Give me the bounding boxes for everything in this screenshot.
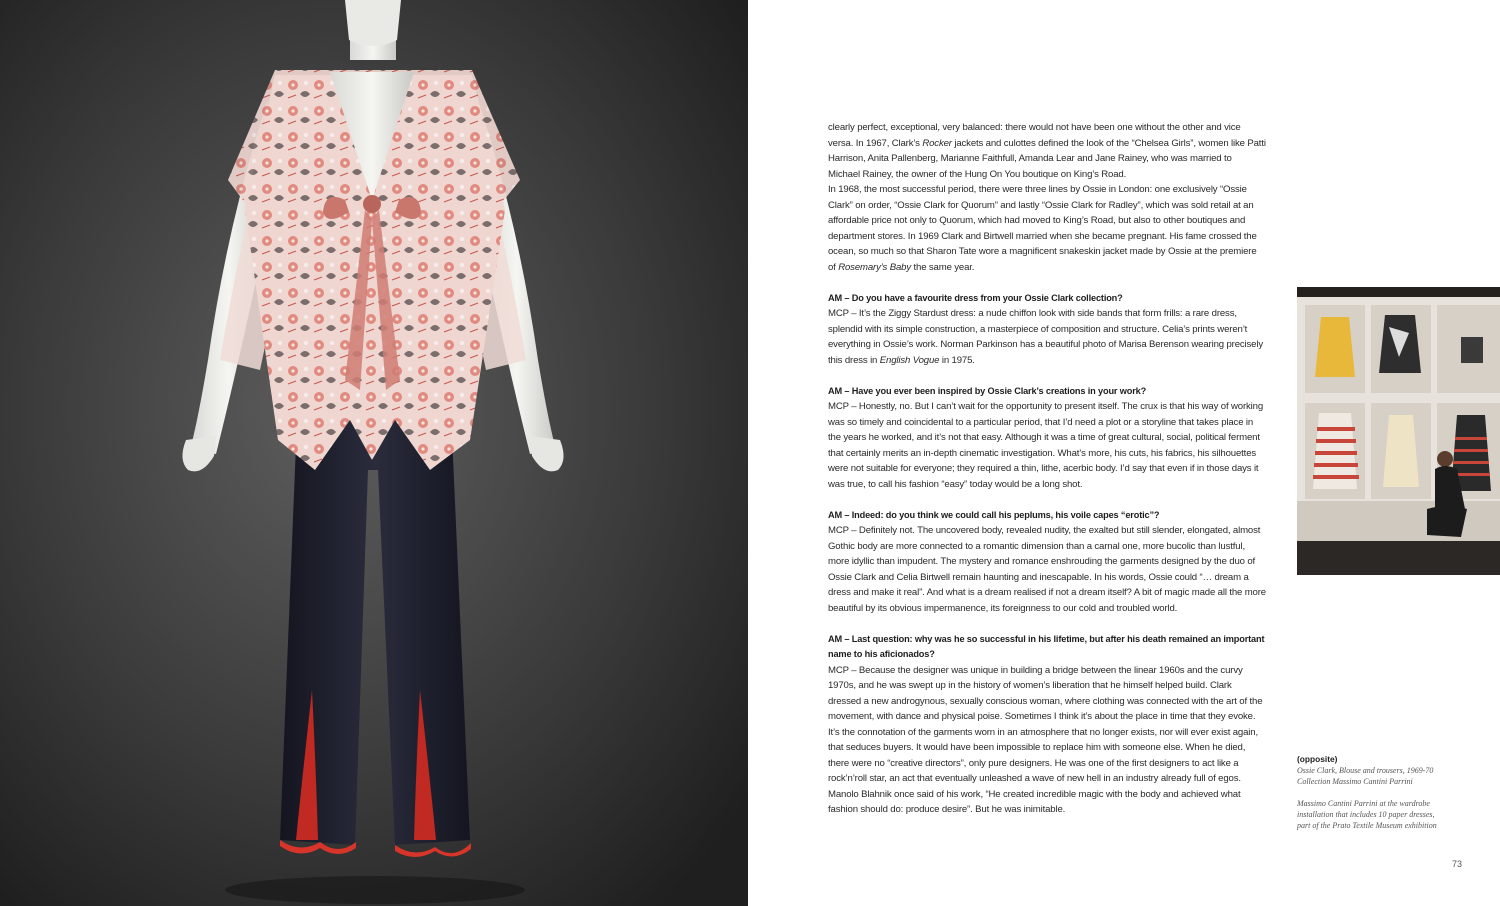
interview-answer-4	[828, 663, 1266, 818]
mannequin-photo	[0, 0, 748, 906]
caption-line-1: Ossie Clark, Blouse and trousers, 1969-70	[1297, 766, 1434, 775]
page-number: 73	[1452, 859, 1463, 869]
interview-question-1: AM – Do you have a favourite dress from your Ossie Clark collection?	[828, 292, 1123, 303]
text-run: jackets and culottes defined the look of the “Chelsea Girls”, women like Patti Harrison, Anita Pallenberg, Marianne Faithfull, Amanda Lear and Jane Rainey, who was married to Michael Rainey, the owner of the Hung On You boutique on King’s Road.	[828, 137, 1266, 180]
text-run: MCP – Definitely not. The uncovered body, revealed nudity, the exalted but still slender, elongated, almost Gothic body are more connected to a romantic dimension than a carnal one, more bucolic than lustful, more idyllic than impudent. The mystery and romance enshrouding the garments designed by the duo of Ossie Clark and Celia Birtwell remain haunting and inescapable. In his words, Ossie could “… dream a dress and make it real”. And what is a dream realised if not a dream itself? A bit of magic made all the more beautiful by its obvious impermanence, its foreignness to our cold and troubled world.	[828, 525, 1266, 614]
interview-question-4: AM – Last question: why was he so successful in his lifetime, but after his death remained an important name to his aficionados?	[828, 633, 1265, 659]
article-paragraph-2	[828, 182, 1266, 275]
article-paragraph-1	[828, 120, 1266, 182]
interview-answer-2	[828, 399, 1266, 492]
text-run: clearly perfect, exceptional, very balanced: there would not have been one without the other and vice versa. In 1967, Clark’s	[828, 122, 1241, 149]
text-run: in 1975.	[939, 354, 975, 366]
caption-line-4: installation that includes 10 paper dresses,	[1297, 810, 1435, 819]
exhibition-photo	[1297, 287, 1500, 575]
interview-answer-3	[828, 523, 1266, 616]
text-run: the same year.	[910, 261, 975, 273]
text-run: MCP – It’s the Ziggy Stardust dress: a nude chiffon look with side bands that form frills: a rare dress, splendid with its simple construction, a masterpiece of composition and structure. Celia’s prints weren’t everything in Ossie’s work. Norman Parkinson has a beautiful photo of Marisa Berenson wearing precisely this dress in	[828, 308, 1263, 366]
italic-text: Rocker	[922, 137, 952, 149]
caption-line-3: Massimo Cantini Parrini at the wardrobe	[1297, 799, 1430, 808]
italic-text: English Vogue	[879, 354, 940, 366]
text-run: MCP – Honestly, no. But I can’t wait for the opportunity to present itself. The crux is that his way of working was so timely and coincidental to a particular period, that I’d need a plot or a storyline that takes place in the years he worked, and it’s not that easy. Although it was a time of great cultural, social, political ferment that certainly merits an in-depth cinematic investigation. What’s more, his cuts, his fabrics, his silhouettes were not suitable for everyone; they required a thin, lithe, acerbic body. I’d say that even if in those days it was true, to call his fashion “easy” today would be a long shot.	[828, 401, 1264, 490]
mannequin-illustration	[0, 0, 748, 906]
interview-question-3: AM – Indeed: do you think we could call his peplums, his voile capes “erotic”?	[828, 509, 1160, 520]
exhibition-illustration	[1297, 287, 1500, 575]
caption-line-2: Collection Massimo Cantini Parrini	[1297, 777, 1413, 786]
text-run: In 1968, the most successful period, there were three lines by Ossie in London: one exclusively “Ossie Clark” on order, “Ossie Clark for Quorum” and lastly “Ossie Clark for Radley”, which was sold retail at an affordable price not only to Quorum, which had moved to King’s Road, but also to other boutiques and department stores. In 1969 Clark and Birtwell married when she became pregnant. His fame crossed the ocean, so much so that Sharon Tate wore a magnificent snakeskin jacket made by Ossie at the premiere of	[828, 184, 1257, 273]
article-body	[828, 120, 1266, 818]
interview-answer-1	[828, 306, 1266, 368]
photo-caption	[1297, 754, 1497, 831]
interview-question-2: AM – Have you ever been inspired by Ossie Clark’s creations in your work?	[828, 385, 1147, 396]
caption-title: (opposite)	[1297, 754, 1338, 764]
caption-line-5: part of the Prato Textile Museum exhibition	[1297, 821, 1437, 830]
text-run: MCP – Because the designer was unique in building a bridge between the linear 1960s and the curvy 1970s, and he was swept up in the history of women’s liberation that he himself helped build. Clark dressed a new androgynous, sexually conscious woman, where clothing was connected with the art of the movement, with dance and physical poise. Sometimes I think it’s about the place in time that they evoke. It’s the connotation of the garments worn in an atmosphere that no longer exists, nor will ever exist again, that seduces buyers. It would have been impossible to replace him with someone else. When he died, there were no “creative directors”, only pure designers. He was one of the first designers to act like a rock’n’roll star, an act that eventually unleashed a wave of new hell in an industry already full of egos. Manolo Blahnik once said of his work, “He created incredible magic with the body and achieved what fashion should do: produce desire”. But he was inimitable.	[828, 664, 1263, 815]
italic-text: Rosemary’s Baby	[838, 261, 911, 273]
